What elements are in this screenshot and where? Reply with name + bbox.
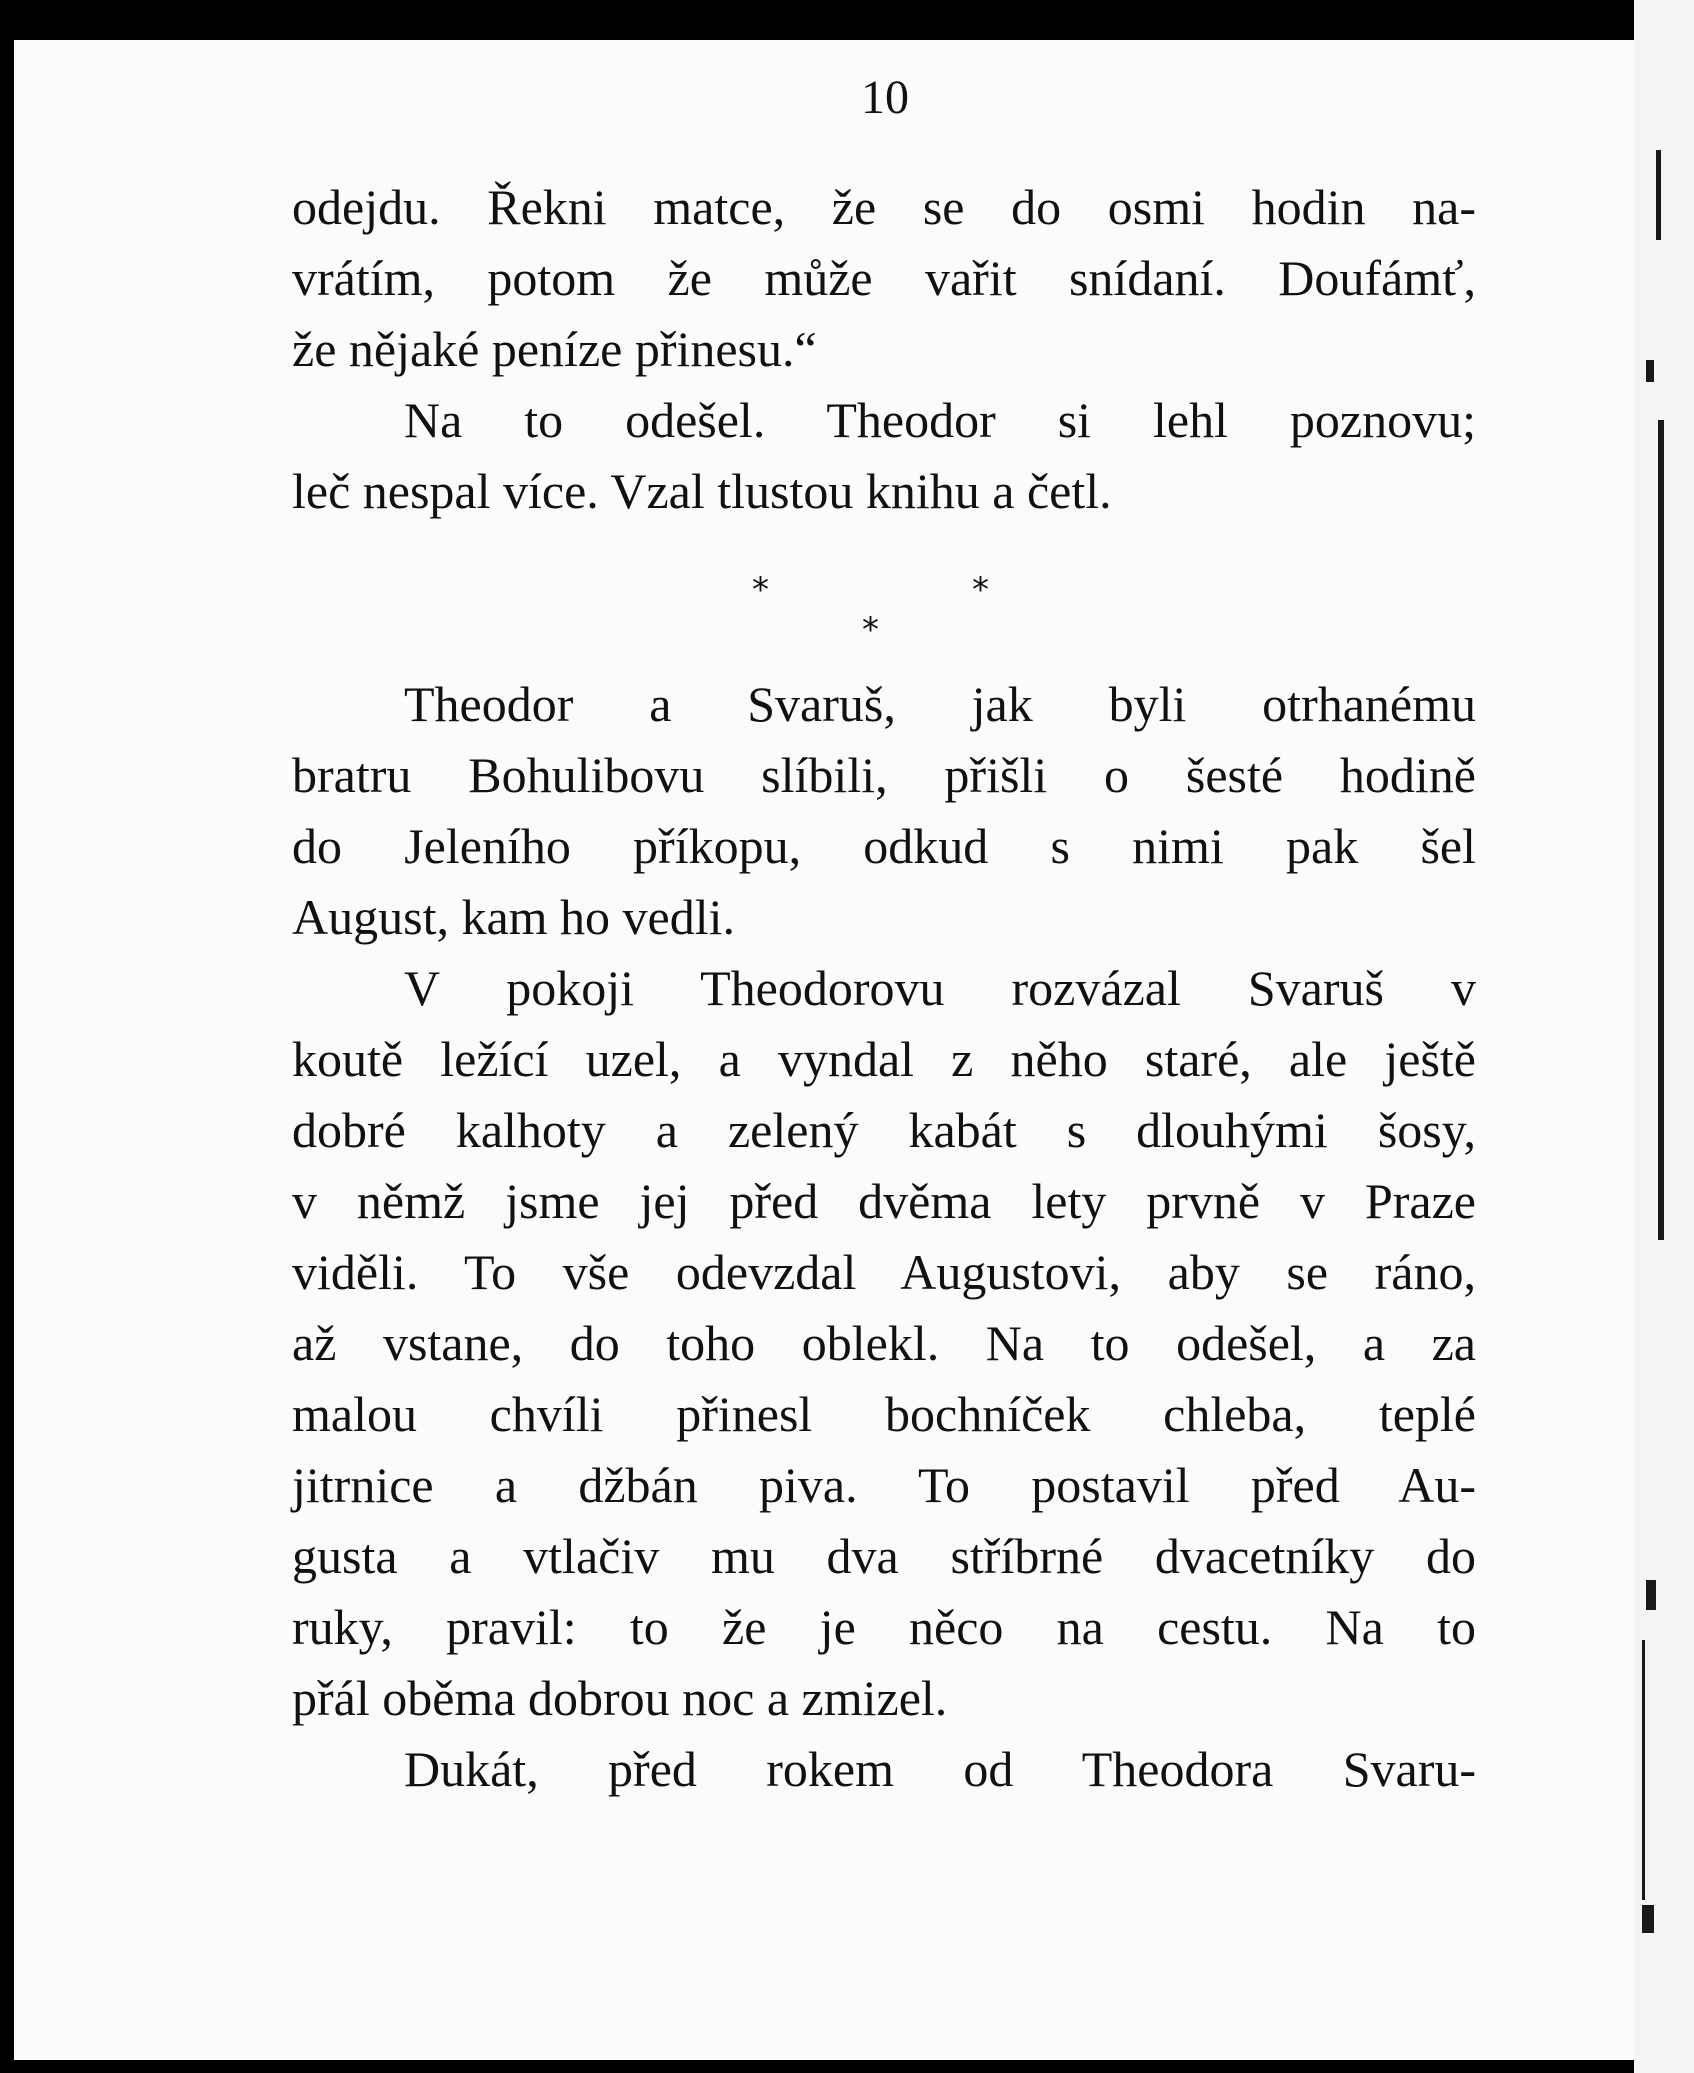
edge-mark [1642, 1640, 1645, 1900]
edge-mark [1646, 360, 1654, 382]
page-edge-strip [1634, 0, 1694, 2073]
separator-star: * [972, 570, 989, 610]
edge-mark [1656, 150, 1661, 240]
text-line: do Jeleního příkopu, odkud s nimi pak šel [292, 818, 1476, 874]
page-number: 10 [861, 71, 909, 124]
text-line: až vstane, do toho oblekl. Na to odešel, a za [292, 1315, 1476, 1371]
text-line: přál oběma dobrou noc a zmizel. [292, 1670, 948, 1726]
text-line: že nějaké peníze přinesu.“ [292, 321, 817, 377]
text-line: malou chvíli přinesl bochníček chleba, teplé [292, 1386, 1476, 1442]
text-line: vrátím, potom že může vařit snídaní. Doufámť, [292, 250, 1476, 306]
edge-mark [1658, 420, 1664, 1240]
text-line: V pokoji Theodorovu rozvázal Svaruš v [404, 960, 1476, 1016]
edge-mark [1646, 1580, 1656, 1610]
text-line: Theodor a Svaruš, jak byli otrhanému [404, 676, 1476, 732]
text-line: Dukát, před rokem od Theodora Svaru- [404, 1741, 1476, 1797]
text-line: gusta a vtlačiv mu dva stříbrné dvacetníky do [292, 1528, 1476, 1584]
text-line: v němž jsme jej před dvěma lety prvně v Praze [292, 1173, 1476, 1229]
text-line: viděli. To vše odevzdal Augustovi, aby se ráno, [292, 1244, 1476, 1300]
paragraph-1 [292, 172, 1476, 385]
paragraph-3 [292, 669, 1476, 953]
text-line: ruky, pravil: to že je něco na cestu. Na to [292, 1599, 1476, 1655]
text-line: leč nespal více. Vzal tlustou knihu a četl. [292, 463, 1112, 519]
section-separator [292, 541, 1476, 669]
body-text [292, 172, 1476, 1805]
text-line: August, kam ho vedli. [292, 889, 736, 945]
paragraph-4 [292, 953, 1476, 1734]
text-line: jitrnice a džbán piva. To postavil před Au- [292, 1457, 1476, 1513]
text-line: koutě ležící uzel, a vyndal z něho staré, ale ještě [292, 1031, 1476, 1087]
text-line: bratru Bohulibovu slíbili, přišli o šesté hodině [292, 747, 1476, 803]
separator-star: * [752, 570, 769, 610]
paragraph-2 [292, 385, 1476, 527]
text-line: dobré kalhoty a zelený kabát s dlouhými šosy, [292, 1102, 1476, 1158]
paragraph-5 [292, 1734, 1476, 1805]
text-line: Na to odešel. Theodor si lehl poznovu; [404, 392, 1476, 448]
separator-star: * [862, 610, 879, 650]
text-line: odejdu. Řekni matce, že se do osmi hodin na- [292, 179, 1476, 235]
edge-mark [1642, 1905, 1654, 1933]
